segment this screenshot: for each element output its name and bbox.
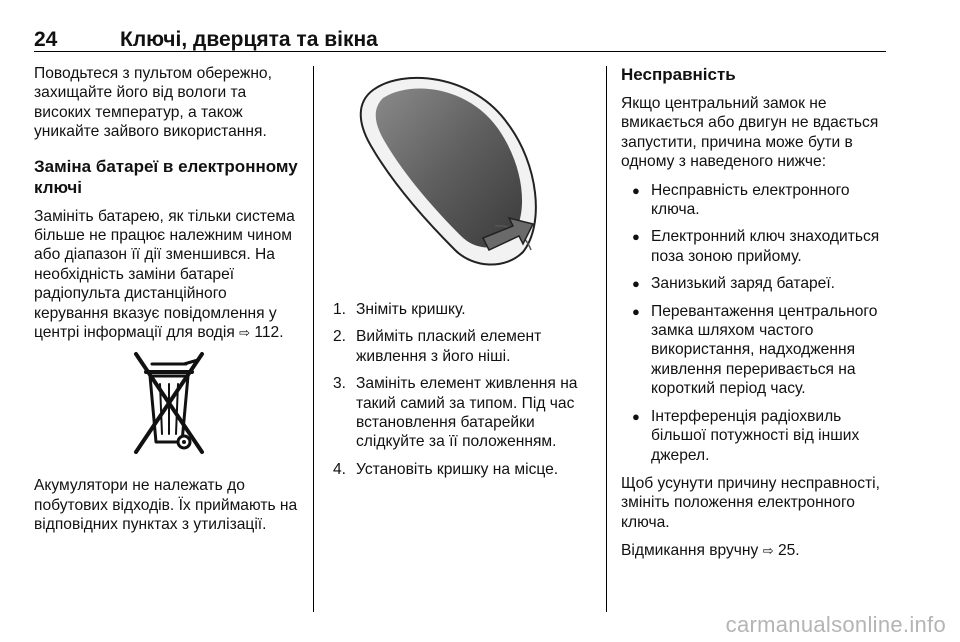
cause-item	[621, 407, 891, 465]
malfunction-causes-list	[621, 181, 891, 465]
intro-paragraph: Поводьтеся з пультом обережно, захищайте його від вологи та високих температур, а також уникайте зайвого використання.	[34, 65, 272, 141]
column-3	[621, 64, 891, 571]
xref-arrow-icon: ⇨	[239, 326, 251, 342]
manual-unlock-paragraph	[621, 541, 891, 561]
step-number: 1.	[333, 301, 347, 318]
cause-item	[621, 181, 891, 220]
manual-unlock-text: Відмикання вручну	[621, 542, 759, 560]
battery-replacement-paragraph	[34, 207, 304, 344]
battery-replacement-heading: Заміна батареї в електронному ключі	[34, 156, 298, 197]
column-divider-left	[313, 66, 314, 612]
header-rule	[34, 51, 886, 52]
bullet-icon: ●	[632, 303, 640, 319]
step-item	[333, 327, 593, 366]
cause-text: Електронний ключ знаходиться поза зоною прийому.	[651, 228, 880, 265]
column-divider-right	[606, 66, 607, 612]
crossed-out-wheelie-bin-icon	[34, 352, 304, 462]
step-item	[333, 300, 593, 319]
step-text: Замініть елемент живлення на такий самий за типом. Під час встановлення батарейки слідкуйте за її положенням.	[356, 375, 578, 451]
battery-steps-list	[333, 300, 593, 479]
bullet-icon: ●	[632, 276, 640, 292]
chapter-title: Ключі, дверцята та вікна	[120, 28, 378, 51]
step-text: Вийміть плаский елемент живлення з його ніші.	[356, 328, 542, 365]
xref-page-link[interactable]: 112.	[254, 324, 284, 342]
battery-replacement-text: Замініть батарею, як тільки система більше не працює належним чином або діапазон її дії зменшився. На необхідність заміни батареї радіопульта дистанційного керування вказує повідомлення у центрі інформації для водія	[34, 207, 295, 342]
column-1	[34, 64, 304, 544]
cause-item	[621, 274, 891, 293]
cause-text: Занизький заряд батареї.	[651, 275, 836, 293]
malfunction-heading: Несправність	[621, 65, 736, 84]
recycling-note: Акумулятори не належать до побутових відходів. Їх приймають на відповідних пунктах з утилізації.	[34, 477, 298, 534]
step-item	[333, 460, 593, 479]
cause-text: Інтерференція радіохвиль більшої потужності від інших джерел.	[651, 407, 860, 464]
xref-page-link[interactable]: 25.	[777, 542, 800, 560]
malfunction-intro: Якщо центральний замок не вмикається або двигун не вдається запустити, причина може бути в одному з наведеного нижче:	[621, 95, 879, 171]
cause-text: Несправність електронного ключа.	[651, 181, 850, 219]
electronic-key-illustration	[333, 64, 593, 274]
cause-text: Перевантаження центрального замка шляхом частого використання, надходження живлення переривається на короткий період часу.	[651, 302, 878, 398]
xref-arrow-icon: ⇨	[762, 544, 774, 560]
bullet-icon: ●	[632, 408, 640, 424]
step-number: 3.	[333, 375, 347, 393]
step-text: Установіть кришку на місце.	[356, 460, 559, 478]
cause-item	[621, 227, 891, 266]
bullet-icon: ●	[632, 182, 640, 198]
fix-paragraph: Щоб усунути причину несправності, змініть положення електронного ключа.	[621, 474, 880, 531]
step-number: 4.	[333, 460, 347, 478]
page-number: 24	[34, 28, 58, 51]
cause-item	[621, 302, 891, 399]
site-watermark: carmanualsonline.info	[725, 612, 946, 637]
step-item	[333, 374, 593, 452]
step-text: Зніміть кришку.	[356, 301, 466, 318]
column-2	[333, 64, 593, 487]
step-number: 2.	[333, 328, 347, 346]
bullet-icon: ●	[632, 229, 640, 245]
